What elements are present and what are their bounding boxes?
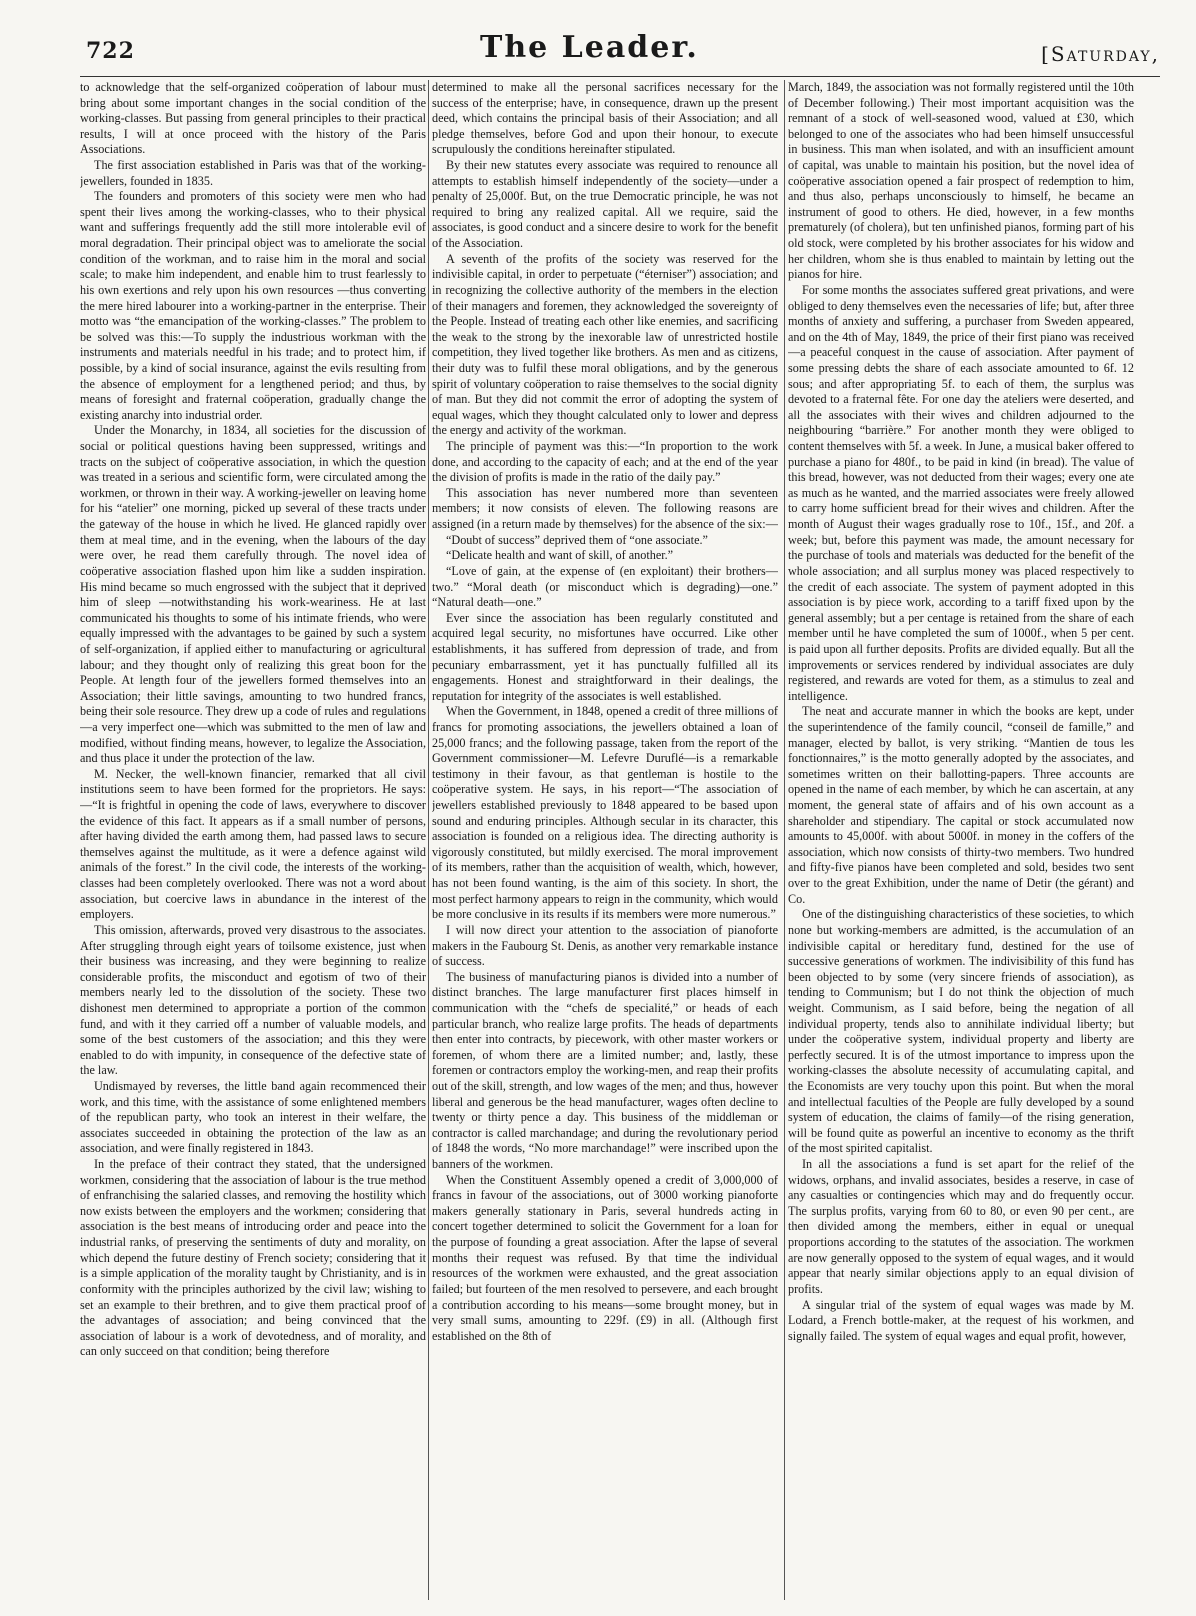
paragraph: “Delicate health and want of skill, of another.” (446, 548, 674, 563)
paragraph: The principle of payment was this:—“In proportion to the work done, and according to the capacity of each; and at the end of the year the division of profits is made in the ratio of the daily pay.” (432, 439, 778, 485)
paragraph: March, 1849, the association was not formally registered until the 10th of December following.) Their most important acquisition was the remnant of a stock of well-seasoned wood, valued at £30, which belonged to one of the associates who had been himself unsuccessful in business. This man when isolated, and with an insufficient amount of capital, was unable to maintain his position, but the novel idea of coöperative association opened a fair prospect of redemption to him, and thus also, perhaps unconsciously to himself, he became an instrument of good to others. He died, however, in a few months prematurely (of cholera), but ten unfinished pianos, forming part of his old stock, were completed by his brother associates for his widow and her children, whom she is thus enabled to maintain by letting out the pianos for hire. (788, 80, 1134, 282)
paragraph: “Love of gain, at the expense of (en exploitant) their brothers—two.” “Moral death (or misconduct which is degrading)—one.” “Natural death—one.” (432, 563, 778, 610)
paragraph: One of the distinguishing characteristics of these societies, to which none but working-members are admitted, is the accumulation of an indivisible capital or hereditary fund, destined for the use of successive generations of workmen. The indivisibility of this fund has been objected to by some (very sincere friends of association), as tending to Communism; but I do not think the objection of much weight. Communism, as I said before, being the negation of all individual property, tends also to annihilate individual liberty; but under the coöperative system, individual property and liberty are perfectly secured. It is of the utmost importance to impress upon the working-classes the absolute necessity of accumulating capital, and the Economists are very touchy upon this point. But when the moral and intellectual faculties of the People are fully developed by a sound system of education, the claims of family—of the rising generation, will be found quite as powerful an incentive to economy as the thrift of the most spirited capitalist. (788, 907, 1134, 1156)
paragraph: Under the Monarchy, in 1834, all societies for the discussion of social or political questions having been suppressed, writings and tracts on the subject of coöperative association, in which the question was treated in a serious and scientific form, were circulated among the workmen, or thrown in their way. A working-jeweller on leaving home for his “atelier” one morning, picked up several of these tracts under the gateway of the house in which he lived. He glanced rapidly over them at meal time, and in the evening, when the labours of the day were over, he read them carefully through. The novel idea of coöperative association flashed upon him like a sudden inspiration. His mind became so much engrossed with the subject that it deprived him of sleep —notwithstanding his work-weariness. He at last communicated his thoughts to some of his intimate friends, who were equally impressed with the advantages to be gained by such a system of self-organization, if applied either to manufacturing or agricultural labour; and they thought only of realizing this great boon for the People. At length four of the jewellers formed themselves into an Association; their little savings, amounting to two hundred francs, being their sole resource. They drew up a code of rules and regulations—a very imperfect one—which was submitted to the men of law and modified, without finding means, however, to legalize the Association, and thus place it under the protection of the law. (80, 423, 426, 766)
paragraph: A singular trial of the system of equal wages was made by M. Lodard, a French bottle-maker, at the request of his workmen, and signally failed. The system of equal wages and equal profit, however, (788, 1297, 1134, 1343)
page-number: 722 (86, 38, 135, 64)
paragraph: This omission, afterwards, proved very disastrous to the associates. After struggling through eight years of toilsome existence, just when their business was increasing, and they were beginning to realize considerable profits, the misconduct and egotism of two of their members nearly led to the dissolution of the society. These two dishonest men determined to appropriate a portion of the common fund, and with it they carried off a number of valuable models, and some of the best customers of the association; and this they were enabled to do with impunity, in consequence of the defective state of the law. (80, 922, 426, 1078)
issue-day: [Saturday, (1041, 42, 1160, 66)
paragraph: When the Constituent Assembly opened a credit of 3,000,000 of francs in favour of the associations, out of 3000 working pianoforte makers generally stationary in Paris, several hundreds acting in concert together determined to solicit the Government for a loan for the purpose of founding a great association. After the lapse of several months their request was refused. By that time the individual resources of the workmen were exhausted, and the great association failed; but fourteen of the men resolved to persevere, and each brought a contribution according to his means—some brought money, but in very small sums, amounting to 229f. (£9) in all. (Although first established on the 8th of (432, 1172, 778, 1343)
newspaper-title: The Leader. (480, 30, 699, 65)
paragraph: M. Necker, the well-known financier, remarked that all civil institutions seem to have been formed for the proprietors. He says:—“It is frightful in opening the code of laws, everywhere to discover the evidence of this fact. It appears as if a small number of persons, after having divided the earth among them, had passed laws to secure themselves against the multitude, as it were a defence against wild animals of the forest.” In the civil code, the interests of the working-classes had been completely overlooked. There was not a word about association, but coercive laws in abundance in the interest of the employers. (80, 766, 426, 922)
paragraph: This association has never numbered more than seventeen members; it now consists of eleven. The following reasons are assigned (in a return made by themselves) for the absence of the six:— (432, 485, 778, 532)
column-3 (788, 80, 1134, 1600)
column-2 (432, 80, 778, 1600)
paragraph: In the preface of their contract they stated, that the undersigned workmen, considering that the association of labour is the true method of enfranchising the salaried classes, and removing the hostility which now exists between the employers and the workmen; considering that association is the best means of introducing order and peace into the industrial ranks, of preserving the sentiments of duty and morality, on which depend the future destiny of French society; considering that it is a simple application of the morality taught by Christianity, and is in conformity with the principles authorized by the civil law; wishing to set an example to their brethren, and to give them practical proof of the advantages of association; and being convinced that the association of labour is a work of devotedness, and of morality, and can only succeed on that condition; being therefore (80, 1157, 426, 1359)
paragraph: The first association established in Paris was that of the working-jewellers, founded in 1835. (80, 158, 426, 188)
paragraph: The founders and promoters of this society were men who had spent their lives among the working-classes, who to their physical want and sufferings frequently add the still more intolerable evil of moral degradation. Their principal object was to ameliorate the social condition of the workman, and to raise him in the moral and social scale; to make him independent, and enable him to trust fearlessly to his own exertions and rely upon his own resources —thus converting the mere hired labourer into a working-partner in the enterprise. Their motto was “the emancipation of the working-classes.” The problem to be solved was this:—To supply the industrious workman with the instruments and materials needful in his trade; and to protect him, if possible, by a kind of social insurance, against the evils resulting from the absence of employment for a lengthened period; and thus, by means of foresight and fraternal coöperation, gradually change the existing anarchy into industrial order. (80, 189, 426, 422)
column-divider (784, 80, 785, 1600)
paragraph: I will now direct your attention to the association of pianoforte makers in the Faubourg St. Denis, as another very remarkable instance of success. (432, 922, 778, 969)
column-1 (80, 80, 426, 1600)
paragraph: For some months the associates suffered great privations, and were obliged to deny themselves even the necessaries of life; but, after three months of anxiety and suffering, a purchaser from Sweden appeared, and on the 4th of May, 1849, the price of their first piano was received—a peaceful conquest in the cause of association. After payment of some pressing debts the share of each associate amounted to 6f. 12 sous; and after appropriating 5f. to each of them, the surplus was devoted to a fraternal fête. For one day the ateliers were deserted, and all the associates with their wives and children adjourned to the neighbouring “barrière.” For another month they were obliged to content themselves with 5f. a week. In June, a musical baker offered to purchase a piano for 480f., to be paid in kind (in bread). The value of this bread, however, was not deducted from their wages; every one ate as much as he wanted, and the married associates were freely allowed to carry home sufficient bread for their wives and children. After the month of August their wages gradually rose to 10f., 15f., and 20f. a week; but, before this payment was made, the amount necessary for the purchase of tools and materials was deducted for the benefit of the whole association; and all surplus money was placed respectively to the credit of each associate. The system of payment adopted in this association is by piece work, according to a tariff fixed upon by the general assembly; but a per centage is retained from the share of each member until he have completed the sum of 1000f., when 5 per cent. is paid upon all further deposits. Profits are divided equally. But all the improvements or services rendered by individual associates are duly registered, and rewards are voted for them, as a stimulus to zeal and intelligence. (788, 282, 1134, 703)
paragraph: determined to make all the personal sacrifices necessary for the success of the enterprise; have, in consequence, drawn up the present deed, which contains the principal basis of their Association; and all pledge themselves, before God and upon their honour, to execute scrupulously the conditions hereinafter stipulated. (432, 80, 778, 157)
paragraph: Ever since the association has been regularly constituted and acquired legal security, no misfortunes have occurred. Like other establishments, it has suffered from depression of trade, and from pecuniary embarrassment, yet it has punctually fulfilled all its engagements. Honest and straightforward in their dealings, the reputation for integrity of the associates is well established. (432, 610, 778, 703)
paragraph: The business of manufacturing pianos is divided into a number of distinct branches. The large manufacturer first places himself in communication with the “chefs de specialité,” or heads of each particular branch, who realize large profits. The heads of departments then enter into contracts, by piecework, with other master workers or foremen, of whom there are a limited number; and, lastly, these foremen or contractors employ the working-men, and reap their profits out of the skill, strength, and low wages of the men; and thus, however liberal and generous be the head manufacturer, wages often decline to twenty or thirty pence a day. This business of the middleman or contractor is called marchandage; and during the revolutionary period of 1848 the words, “No more marchandage!” were inscribed upon the banners of the workmen. (432, 969, 778, 1172)
paragraph: to acknowledge that the self-organized coöperation of labour must bring about some important changes in the social condition of the working-classes. But passing from general principles to their practical results, I will at once proceed with the history of the Paris Associations. (80, 80, 426, 157)
paragraph: In all the associations a fund is set apart for the relief of the widows, orphans, and invalid associates, besides a reserve, in case of any casualties or contingencies which may and do frequently occur. The surplus profits, varying from 60 to 80, or even 90 per cent., are then divided among the members, either in equal or unequal proportions according to the statutes of the association. The workmen are now generally opposed to the system of equal wages, and it would appear that nearly similar objections apply to an equal division of profits. (788, 1157, 1134, 1296)
paragraph: When the Government, in 1848, opened a credit of three millions of francs for promoting associations, the jewellers obtained a loan of 25,000 francs; and the following passage, taken from the report of the Government commissioner—M. Lefevre Duruflé—is a remarkable testimony in their favour, as that gentleman is hostile to the coöperative system. He says, in his report—“The association of jewellers established previously to 1848 appeared to be based upon sound and enduring principles. Although secular in its character, this association is founded on a religious idea. The directing authority is vigorously constituted, but mildly exercised. The moral improvement of its members, rather than the acquisition of wealth, which, however, has not been found wanting, is the aim of this society. In short, the most perfect harmony appears to reign in the community, which would be more conclusive in its results if its members were more numerous.” (432, 704, 778, 922)
paragraph: “Doubt of success” deprived them of “one associate.” (446, 532, 708, 547)
column-divider (428, 80, 429, 1600)
masthead (0, 0, 1196, 80)
paragraph: A seventh of the profits of the society was reserved for the indivisible capital, in order to perpetuate (“éterniser”) association; and in recognizing the collective authority of the members in the election of their managers and foremen, they acknowledged the sovereignty of the People. Instead of treating each other like enemies, and sacrificing the weak to the strong by the inexorable law of unrestricted hostile competition, they lived together like brothers. As men and as citizens, their duty was to fulfil these moral obligations, and by the generous spirit of voluntary coöperation to raise themselves to the social dignity of man. But they did not commit the error of adopting the system of equal wages, which they thought calculated only to lower and depress the energy and activity of the workman. (432, 251, 778, 438)
paragraph: The neat and accurate manner in which the books are kept, under the superintendence of the family council, “conseil de famille,” and manager, elected by ballot, is very striking. “Mantien de tous les fonctionnaires,” is the motto generally adopted by the associates, and sometimes written on their ballotting-papers. Three accounts are opened in the name of each member, by which he can ascertain, at any moment, the general state of affairs and of his own account as a shareholder and stipendiary. The capital or stock accumulated now amounts to 45,000f. with about 5000f. in money in the coffers of the association, which now consists of thirty-two members. Two hundred and fifty-five pianos have been completed and sold, besides two sent over to the great Exhibition, under the name of Detir (the gérant) and Co. (788, 704, 1134, 906)
header-rule (80, 76, 1160, 77)
paragraph: By their new statutes every associate was required to renounce all attempts to establish himself independently of the society—under a penalty of 25,000f. But, on the true Democratic principle, he was not required to bring any realized capital. All we require, said the associates, is good conduct and a sincere desire to work for the benefit of the Association. (432, 158, 778, 251)
paragraph: Undismayed by reverses, the little band again recommenced their work, and this time, with the assistance of some enlightened members of the republican party, who took an interest in their welfare, the associates succeeded in obtaining the protection of the law as an association, and were finally registered in 1843. (80, 1079, 426, 1156)
